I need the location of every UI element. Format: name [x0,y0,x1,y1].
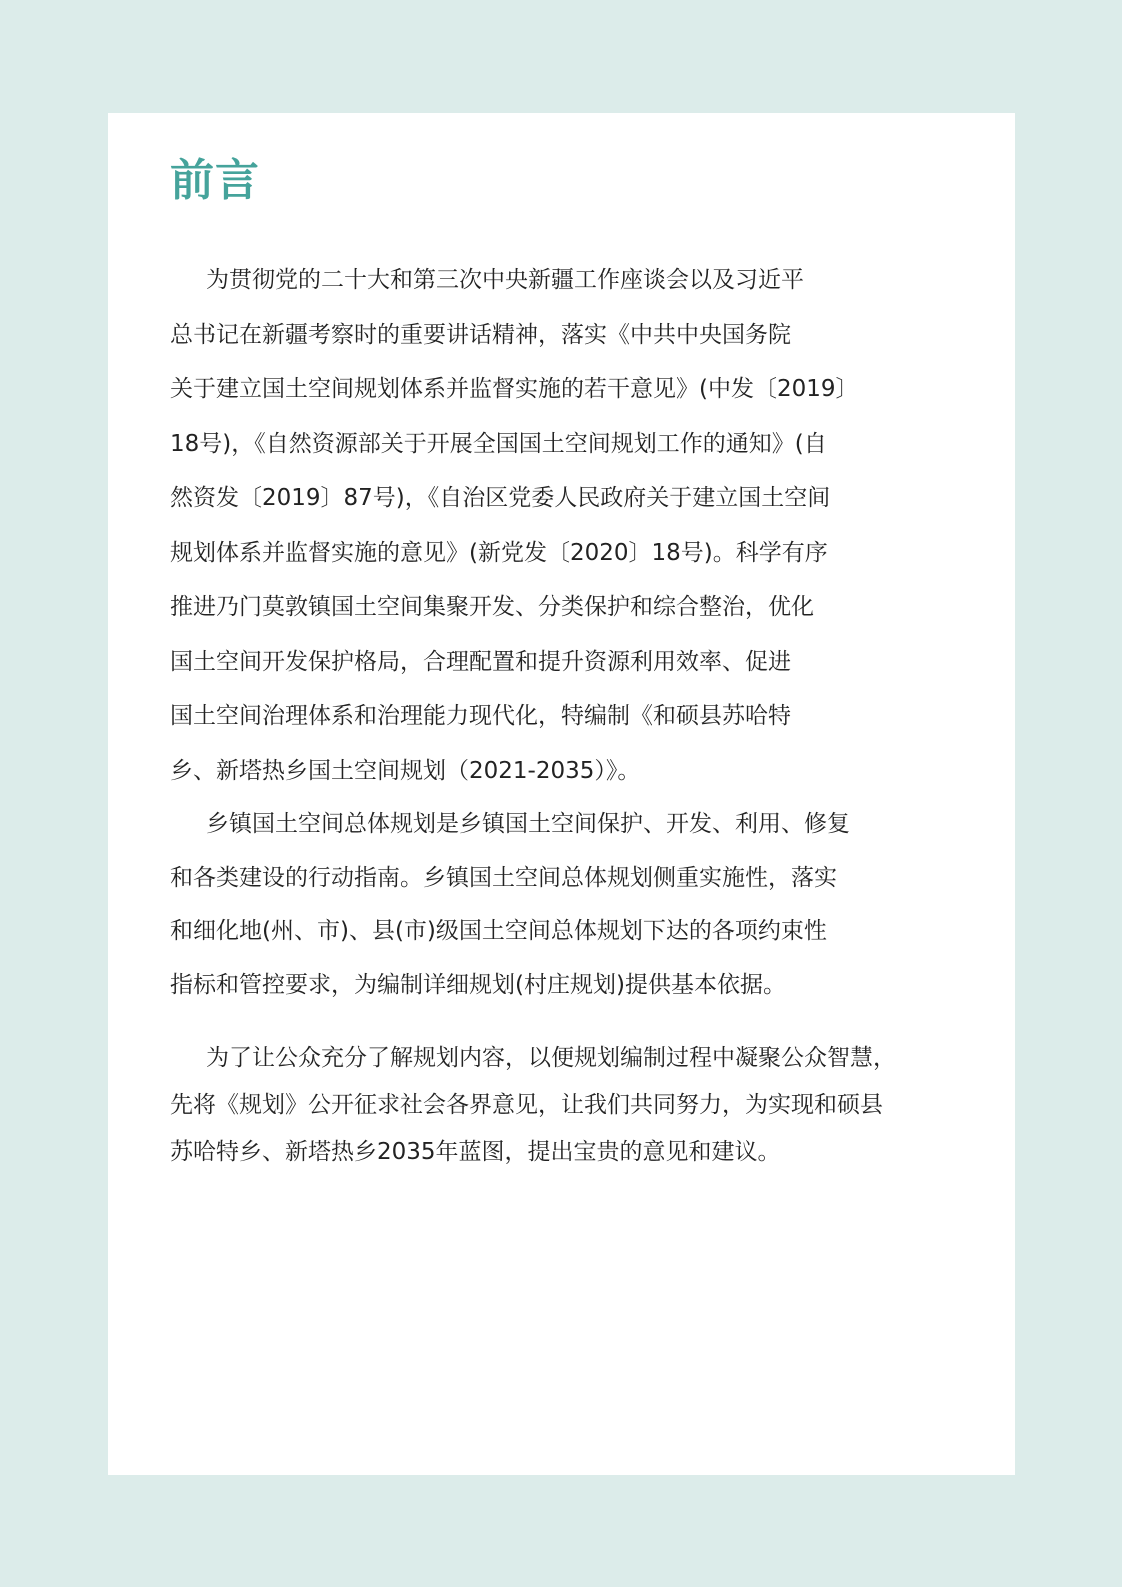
paragraph-2-line: 和各类建设的行动指南。乡镇国土空间总体规划侧重实施性，落实 [170,864,837,891]
paragraph-2 [170,798,950,1012]
paragraph-1-line: 总书记在新疆考察时的重要讲话精神，落实《中共中央国务院 [170,321,791,348]
paragraph-3-line: 先将《规划》公开征求社会各界意见，让我们共同努力，为实现和硕县 [170,1092,883,1118]
paragraph-1-line: 为贯彻党的二十大和第三次中央新疆工作座谈会以及习近平 [206,267,804,293]
paragraph-1-line: 18号)，《自然资源部关于开展全国国土空间规划工作的通知》(自 [170,430,827,457]
paragraph-1-line: 然资发〔2019〕87号)，《自治区党委人民政府关于建立国土空间 [170,485,831,511]
paragraph-1-line: 乡、新塔热乡国土空间规划（2021-2035）》。 [170,757,641,784]
paragraph-1-line: 国土空间治理体系和治理能力现代化，特编制《和硕县苏哈特 [170,703,791,729]
preface-body [170,253,950,1176]
paragraph-3-line: 苏哈特乡、新塔热乡2035年蓝图，提出宝贵的意见和建议。 [170,1139,781,1165]
paragraph-2-line: 乡镇国土空间总体规划是乡镇国土空间保护、开发、利用、修复 [206,811,850,837]
paragraph-1-line: 推进乃门莫敦镇国土空间集聚开发、分类保护和综合整治，优化 [170,594,814,620]
paragraph-1-line: 规划体系并监督实施的意见》(新党发〔2020〕18号)。科学有序 [170,539,828,566]
paragraph-1-line: 国土空间开发保护格局，合理配置和提升资源利用效率、促进 [170,648,791,675]
paragraph-2-line: 指标和管控要求，为编制详细规划(村庄规划)提供基本依据。 [170,971,786,998]
paragraph-1-line: 关于建立国土空间规划体系并监督实施的若干意见》(中发〔2019〕 [170,376,859,402]
paragraph-3 [170,1035,950,1176]
paragraph-3-line: 为了让公众充分了解规划内容，以便规划编制过程中凝聚公众智慧， [206,1045,896,1071]
paragraph-2-line: 和细化地(州、市)、县(市)级国土空间总体规划下达的各项约束性 [170,918,827,944]
page-title: 前言 [170,155,260,206]
paragraph-1 [170,253,950,798]
document-page [108,113,1015,1475]
